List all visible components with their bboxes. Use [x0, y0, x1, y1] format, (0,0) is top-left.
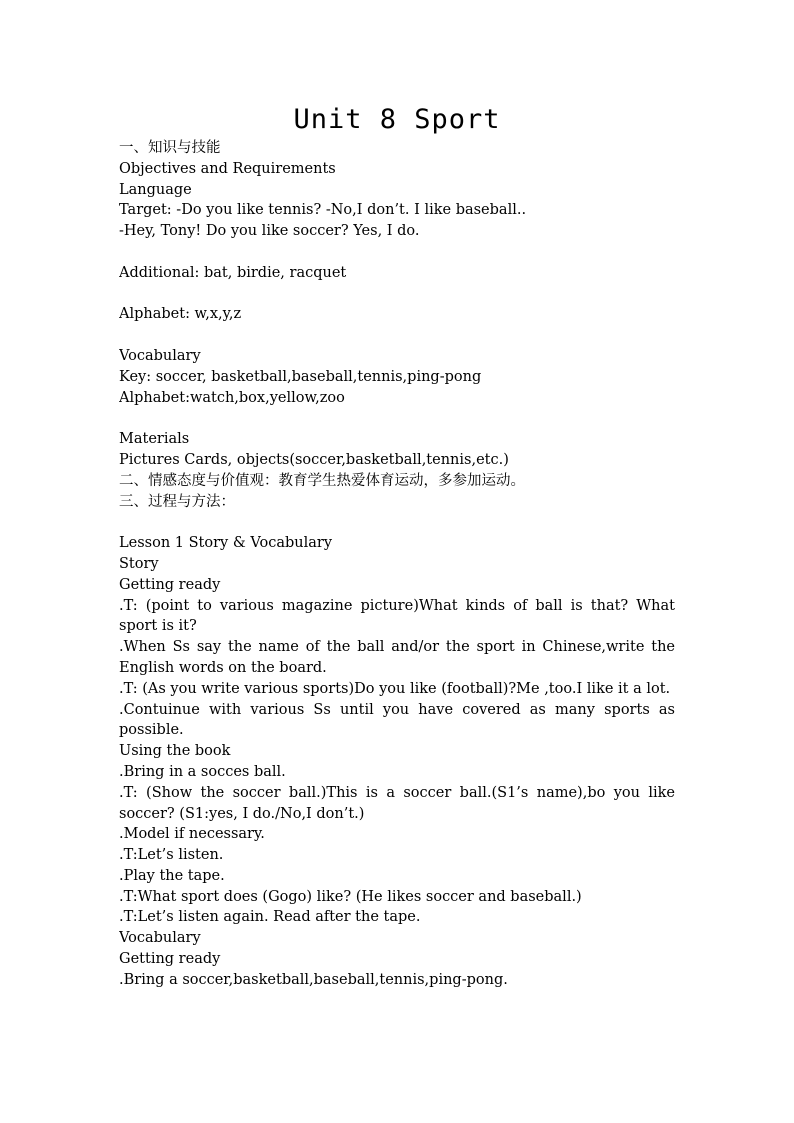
- heading-getting-ready-2: Getting ready: [119, 951, 221, 968]
- blank-line: [119, 284, 675, 305]
- heading-vocabulary-2: Vocabulary: [119, 930, 201, 947]
- section-heading-attitudes-values: 二、情感态度与价值观：教育学生热爱体育运动，多参加运动。: [119, 472, 525, 489]
- target-line-1: Target: -Do you like tennis? -No,I don’t. I like baseball..: [119, 202, 527, 219]
- section-heading-process-methods: 三、过程与方法：: [119, 493, 235, 510]
- step-lets-listen: .T:Let’s listen.: [119, 847, 224, 864]
- step-play-tape: .Play the tape.: [119, 867, 225, 884]
- alphabet-line: Alphabet: w,x,y,z: [119, 306, 242, 323]
- additional-line: Additional: bat, birdie, racquet: [119, 264, 347, 281]
- blank-line: [119, 242, 675, 263]
- heading-vocabulary: Vocabulary: [119, 347, 201, 364]
- step-write-english-words: .When Ss say the name of the ball and/or the sport in Chinese,write the English words on the board.: [119, 639, 675, 676]
- step-continue-with-ss: .Contuinue with various Ss until you have covered as many sports as possible.: [119, 701, 675, 739]
- section-heading-knowledge-skills: 一、知识与技能: [119, 140, 221, 156]
- heading-objectives: Objectives and Requirements: [119, 160, 336, 177]
- target-line-2: -Hey, Tony! Do you like soccer? Yes, I do.: [119, 223, 420, 240]
- step-bring-balls: .Bring a soccer,basketball,baseball,tennis,ping-pong.: [119, 971, 508, 988]
- heading-using-the-book: Using the book: [119, 743, 231, 760]
- blank-line: [119, 408, 675, 429]
- blank-line: [119, 325, 675, 346]
- step-what-sport: .T:What sport does (Gogo) like? (He likes soccer and baseball.): [119, 888, 582, 905]
- step-show-soccer-ball: .T: (Show the soccer ball.)This is a soccer ball.(S1’s name),bo you like soccer? (S1:yes, I do./No,I don’t.): [119, 784, 675, 822]
- blank-line: [119, 512, 675, 533]
- step-listen-again: .T:Let’s listen again. Read after the tape.: [119, 909, 421, 926]
- lesson-heading: Lesson 1 Story & Vocabulary: [119, 535, 333, 552]
- key-vocabulary-line: Key: soccer, basketball,baseball,tennis,ping-pong: [119, 368, 482, 385]
- heading-materials: Materials: [119, 431, 190, 448]
- page-title: Unit 8 Sport: [293, 104, 501, 135]
- heading-story: Story: [119, 555, 159, 572]
- alphabet-vocabulary-line: Alphabet:watch,box,yellow,zoo: [119, 389, 345, 406]
- document-body: [119, 138, 675, 991]
- step-ask-do-you-like: .T: (As you write various sports)Do you like (football)?Me ,too.I like it a lot.: [119, 680, 671, 697]
- step-model: .Model if necessary.: [119, 826, 265, 843]
- step-point-to-pictures: .T: (point to various magazine picture)What kinds of ball is that? What sport is it?: [119, 597, 675, 635]
- step-bring-ball: .Bring in a socces ball.: [119, 763, 286, 780]
- heading-getting-ready: Getting ready: [119, 576, 221, 593]
- heading-language: Language: [119, 181, 192, 198]
- materials-line: Pictures Cards, objects(soccer,basketball,tennis,etc.): [119, 451, 509, 468]
